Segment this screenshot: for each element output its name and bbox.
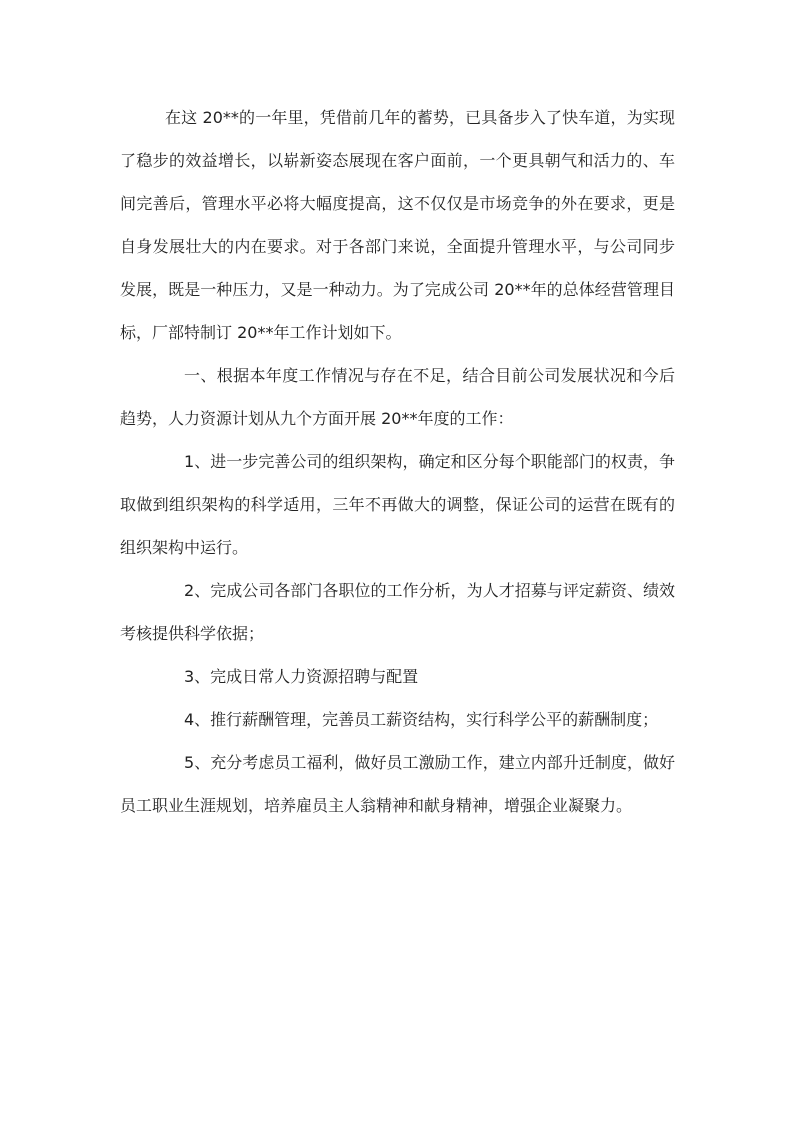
plan-item-1: 1、进一步完善公司的组织架构，确定和区分每个职能部门的权责，争取做到组织架构的科学适用，三年不再做大的调整，保证公司的运营在既有的组织架构中运行。 xyxy=(120,452,675,557)
plan-item-3: 3、完成日常人力资源招聘与配置 xyxy=(184,667,419,686)
intro-paragraph: 在这 20**的一年里，凭借前几年的蓄势，已具备步入了快车道，为实现了稳步的效益增长，以崭新姿态展现在客户面前，一个更具朝气和活力的、车间完善后，管理水平必将大幅度提高，这不仅仅是市场竞争的外在要求，更是自身发展壮大的内在要求。对于各部门来说，全面提升管理水平，与公司同步发展，既是一种压力，又是一种动力。为了完成公司 20**年的总体经营管理目标，厂部特制订 20**年工作计划如下。 xyxy=(120,108,675,342)
document-body xyxy=(120,96,675,827)
plan-item-5: 5、充分考虑员工福利，做好员工激励工作，建立内部升迁制度，做好员工职业生涯规划，培养雇员主人翁精神和献身精神，增强企业凝聚力。 xyxy=(120,753,675,815)
section-one-heading-paragraph: 一、根据本年度工作情况与存在不足，结合目前公司发展状况和今后趋势，人力资源计划从九个方面开展 20**年度的工作： xyxy=(120,366,675,428)
plan-item-4: 4、推行薪酬管理，完善员工薪资结构，实行科学公平的薪酬制度； xyxy=(184,710,659,729)
plan-item-2: 2、完成公司各部门各职位的工作分析，为人才招募与评定薪资、绩效考核提供科学依据； xyxy=(120,581,675,643)
